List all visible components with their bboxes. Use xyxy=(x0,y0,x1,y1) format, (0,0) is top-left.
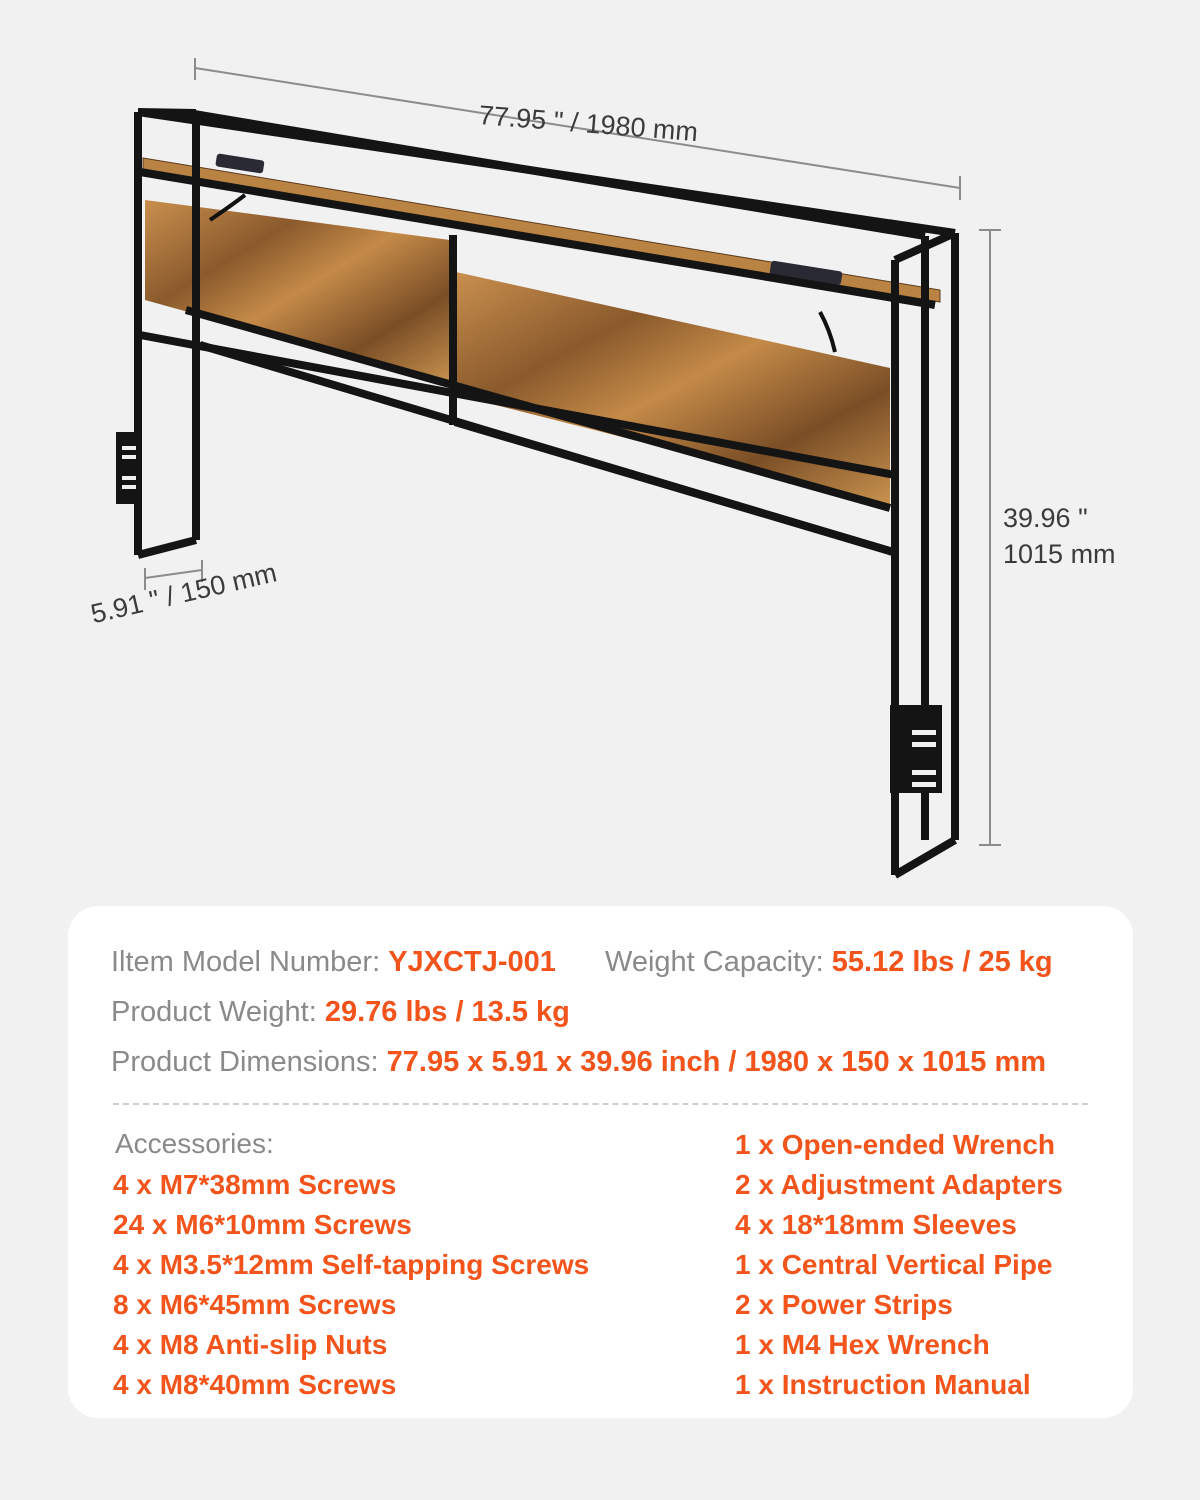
accessories-list-right xyxy=(735,1125,1063,1405)
height-dimension-label xyxy=(1003,500,1116,572)
accessory-item: 4 x 18*18mm Sleeves xyxy=(735,1209,1017,1240)
height-metric: 1015 mm xyxy=(1003,539,1116,569)
depth-dimension-label: 5.91 " / 150 mm xyxy=(88,557,280,630)
power-strip-icon xyxy=(215,153,264,173)
accessory-item: 24 x M6*10mm Screws xyxy=(113,1209,412,1240)
height-dimension-line xyxy=(979,230,1001,845)
product-weight-label: Product Weight: xyxy=(111,996,317,1028)
height-imperial: 39.96 " xyxy=(1003,503,1088,533)
model-number-value: YJXCTJ-001 xyxy=(388,946,556,978)
weight-capacity-line xyxy=(605,946,1053,979)
accessories-title: Accessories: xyxy=(115,1128,274,1159)
product-dimensions-label: Product Dimensions: xyxy=(111,1046,379,1078)
spec-card xyxy=(68,906,1133,1418)
product-weight-value: 29.76 lbs / 13.5 kg xyxy=(324,996,570,1028)
accessory-item: 1 x M4 Hex Wrench xyxy=(735,1329,990,1360)
accessory-item: 8 x M6*45mm Screws xyxy=(113,1289,397,1320)
accessory-item: 4 x M3.5*12mm Self-tapping Screws xyxy=(113,1249,590,1280)
accessory-item: 1 x Instruction Manual xyxy=(735,1369,1031,1400)
accessories-list-left xyxy=(113,1165,589,1405)
accessory-item: 1 x Open-ended Wrench xyxy=(735,1129,1055,1160)
right-wood-panel xyxy=(456,272,890,505)
accessory-item: 4 x M8 Anti-slip Nuts xyxy=(113,1329,388,1360)
width-dimension-label: 77.95 " / 1980 mm xyxy=(477,100,700,148)
weight-capacity-value: 55.12 lbs / 25 kg xyxy=(831,946,1053,978)
accessory-item: 1 x Central Vertical Pipe xyxy=(735,1249,1053,1280)
left-wood-panel xyxy=(145,200,450,385)
weight-capacity-label: Weight Capacity: xyxy=(605,946,824,978)
accessory-item: 4 x M7*38mm Screws xyxy=(113,1169,397,1200)
accessory-item: 4 x M8*40mm Screws xyxy=(113,1369,397,1400)
accessory-item: 2 x Adjustment Adapters xyxy=(735,1169,1063,1200)
right-bracket xyxy=(890,705,942,793)
model-number-label: Iltem Model Number: xyxy=(111,946,381,978)
product-dimensions-line xyxy=(111,1046,1046,1079)
left-bracket xyxy=(116,432,142,504)
model-number-line xyxy=(111,946,556,979)
product-weight-line xyxy=(111,996,570,1029)
accessory-item: 2 x Power Strips xyxy=(735,1289,953,1320)
dashed-divider xyxy=(113,1103,1088,1105)
product-dimensions-value: 77.95 x 5.91 x 39.96 inch / 1980 x 150 x 1015 mm xyxy=(386,1046,1047,1078)
